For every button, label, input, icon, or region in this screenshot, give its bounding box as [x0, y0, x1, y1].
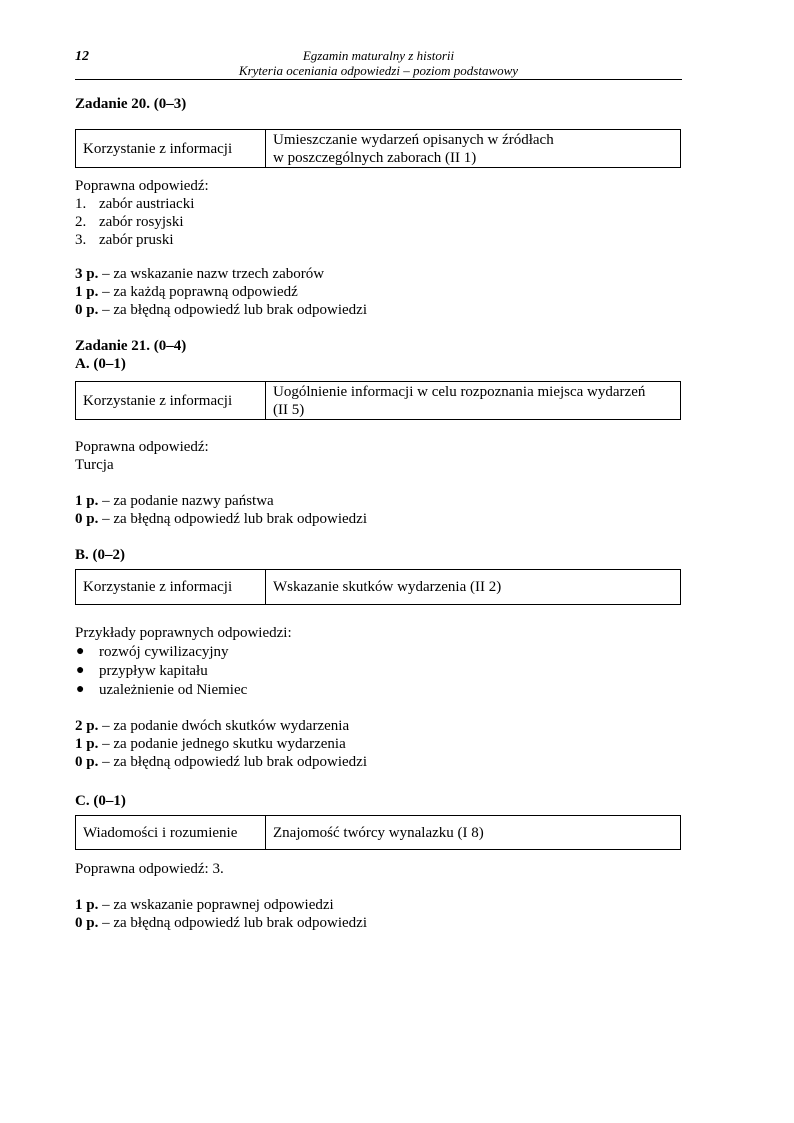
list-item-text: przypływ kapitału — [99, 663, 208, 679]
task20-answer-list — [75, 195, 194, 249]
exam-title: Egzamin maturalny z historii — [302, 48, 455, 63]
list-number: 2. — [75, 214, 87, 230]
list-item — [75, 195, 194, 213]
scoring-row — [75, 510, 367, 528]
points: 1 p. — [75, 284, 99, 300]
task21b-criteria-table — [75, 569, 681, 605]
bullet-icon: ● — [76, 682, 85, 697]
list-item-text: zabór pruski — [99, 232, 174, 248]
scoring-row — [75, 301, 367, 319]
scoring-row — [75, 265, 367, 283]
scoring-row — [75, 492, 367, 510]
scoring-text: – za podanie nazwy państwa — [98, 493, 274, 509]
points: 2 p. — [75, 718, 99, 734]
task20-scoring — [75, 265, 367, 319]
list-item-text: rozwój cywilizacyjny — [99, 644, 229, 660]
scoring-row — [75, 717, 367, 735]
bullet-icon: ● — [76, 644, 85, 659]
scoring-text: – za błędną odpowiedź lub brak odpowiedzi — [98, 511, 368, 527]
scoring-row — [75, 896, 367, 914]
list-item-text: uzależnienie od Niemiec — [99, 682, 248, 698]
task21c-heading: C. (0–1) — [75, 793, 126, 809]
scoring-row — [75, 753, 367, 771]
task21b-scoring — [75, 717, 367, 771]
list-item — [75, 231, 194, 249]
scoring-text: – za błędną odpowiedź lub brak odpowiedzi — [98, 915, 368, 931]
task21a-description-line1: Uogólnienie informacji w celu rozpoznania miejsca wydarzeń — [273, 383, 646, 400]
page-number: 12 — [75, 49, 89, 64]
points: 0 p. — [75, 511, 99, 527]
task21a-description-line2: (II 5) — [273, 401, 305, 418]
task21b-description: Wskazanie skutków wydarzenia (II 2) — [266, 570, 681, 605]
scoring-text: – za wskazanie poprawnej odpowiedzi — [98, 897, 334, 913]
task21a-description — [266, 382, 681, 420]
task21c-answer: Poprawna odpowiedź: 3. — [75, 861, 224, 877]
task20-answer-label: Poprawna odpowiedź: — [75, 178, 209, 194]
list-item-text: zabór austriacki — [99, 196, 195, 212]
scoring-text: – za podanie jednego skutku wydarzenia — [98, 736, 346, 752]
points: 0 p. — [75, 754, 99, 770]
task21c-scoring — [75, 896, 367, 932]
bullet-icon: ● — [76, 663, 85, 678]
task21a-category: Korzystanie z informacji — [76, 382, 266, 420]
scoring-text: – za podanie dwóch skutków wydarzenia — [98, 718, 350, 734]
header-titles — [75, 48, 682, 78]
list-item — [75, 662, 247, 681]
task21c-description: Znajomość twórcy wynalazku (I 8) — [266, 816, 681, 850]
list-item — [75, 643, 247, 662]
task21a-scoring — [75, 492, 367, 528]
task21b-answer-list — [75, 643, 247, 700]
task20-criteria-table — [75, 129, 681, 168]
points: 1 p. — [75, 897, 99, 913]
scoring-text: – za błędną odpowiedź lub brak odpowiedzi — [98, 302, 368, 318]
list-number: 1. — [75, 196, 87, 212]
task20-description-line1: Umieszczanie wydarzeń opisanych w źródłach — [273, 131, 554, 148]
points: 3 p. — [75, 266, 99, 282]
task21c-category: Wiadomości i rozumienie — [76, 816, 266, 850]
list-item — [75, 681, 247, 700]
scoring-row — [75, 735, 367, 753]
list-item — [75, 213, 194, 231]
list-number: 3. — [75, 232, 87, 248]
task20-category: Korzystanie z informacji — [76, 130, 266, 168]
task20-description — [266, 130, 681, 168]
task20-description-line2: w poszczególnych zaborach (II 1) — [273, 149, 477, 166]
task20-heading: Zadanie 20. (0–3) — [75, 96, 187, 112]
task21a-criteria-table — [75, 381, 681, 420]
scoring-text: – za każdą poprawną odpowiedź — [98, 284, 298, 300]
task21c-criteria-table — [75, 815, 681, 850]
page-header — [75, 46, 682, 80]
scoring-row — [75, 914, 367, 932]
points: 1 p. — [75, 736, 99, 752]
task21a-heading: A. (0–1) — [75, 356, 126, 372]
scoring-text: – za błędną odpowiedź lub brak odpowiedzi — [98, 754, 368, 770]
list-item-text: zabór rosyjski — [99, 214, 184, 230]
exam-subtitle: Kryteria oceniania odpowiedzi – poziom podstawowy — [238, 63, 519, 78]
task21b-category: Korzystanie z informacji — [76, 570, 266, 605]
task21b-heading: B. (0–2) — [75, 547, 125, 563]
task21b-answer-label: Przykłady poprawnych odpowiedzi: — [75, 625, 292, 641]
scoring-row — [75, 283, 367, 301]
task21-heading: Zadanie 21. (0–4) — [75, 338, 187, 354]
task21a-answer: Turcja — [75, 457, 114, 473]
points: 0 p. — [75, 302, 99, 318]
task21a-answer-label: Poprawna odpowiedź: — [75, 439, 209, 455]
points: 0 p. — [75, 915, 99, 931]
scoring-text: – za wskazanie nazw trzech zaborów — [98, 266, 325, 282]
points: 1 p. — [75, 493, 99, 509]
